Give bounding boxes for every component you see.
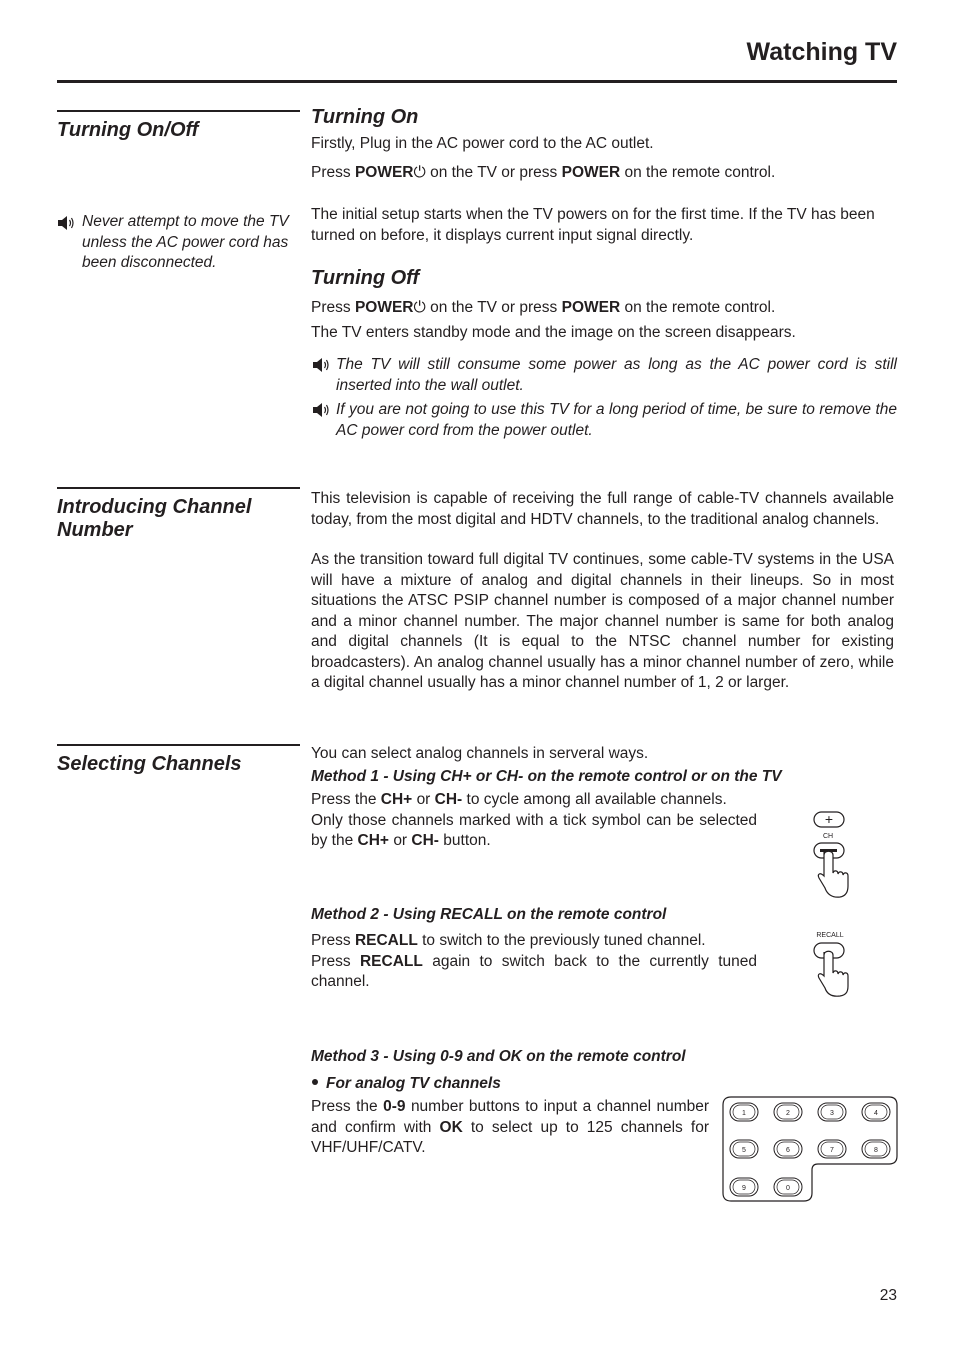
number-keypad-illustration bbox=[722, 1096, 900, 1204]
page-title: Watching TV bbox=[746, 38, 897, 66]
power-icon: ⏻ bbox=[413, 164, 426, 181]
channel-number-paragraph-2: As the transition toward full digital TV continues, some cable-TV systems in the USA will have a mixture of analog and digital channels in their lineups. So in most situations the ATSC PSIP channel number is composed of a major channel number and a minor channel number. The major channel number is same for both analog and digital channels (It is equal to the NTSC channel number for existing broadcasters). An analog channel usually has a minor channel number of zero, while a digital channel usually has a minor channel number of 1, 2 or larger. bbox=[311, 551, 894, 691]
number-key-5 bbox=[730, 1140, 758, 1158]
section-title-turning-on-off: Turning On/Off bbox=[57, 119, 199, 141]
number-key-6 bbox=[774, 1140, 802, 1158]
section-title-selecting-channels: Selecting Channels bbox=[57, 753, 242, 775]
section-title-channel-number: Introducing Channel Number bbox=[57, 496, 252, 541]
number-key-label: 6 bbox=[786, 1147, 790, 1154]
standby-text: The TV enters standby mode and the image on the screen disappears. bbox=[311, 324, 796, 341]
number-key-label: 5 bbox=[742, 1147, 746, 1154]
note-remove-cord: If you are not going to use this TV for a long period of time, be sure to remove the AC power cord from the power outlet. bbox=[336, 401, 897, 439]
recall-button-illustration bbox=[808, 928, 856, 998]
number-key-1 bbox=[730, 1103, 758, 1121]
section-divider-channel-number bbox=[57, 487, 300, 489]
method-2-title: Method 2 - Using RECALL on the remote control bbox=[311, 906, 667, 923]
note-power-consumption: The TV will still consume some power as long as the AC power cord is still inserted into the wall outlet. bbox=[336, 356, 897, 394]
number-key-4 bbox=[862, 1103, 890, 1121]
section-divider-turning bbox=[57, 110, 300, 112]
bullet-icon bbox=[312, 1079, 318, 1085]
subtitle-turning-on: Turning On bbox=[311, 106, 419, 128]
section-divider-selecting bbox=[57, 744, 300, 746]
speaker-icon bbox=[56, 213, 76, 233]
number-key-9 bbox=[730, 1178, 758, 1196]
number-key-label: 0 bbox=[786, 1185, 790, 1192]
power-icon: ⏻ bbox=[413, 299, 426, 316]
number-key-label: 3 bbox=[830, 1110, 834, 1117]
side-note: Never attempt to move the TV unless the AC power cord has been disconnected. bbox=[82, 213, 289, 271]
number-key-7 bbox=[818, 1140, 846, 1158]
method-1-text: Press the CH+ or CH- to cycle among all available channels. Only those channels marked with a tick symbol can be selected by the CH+ or CH- button. bbox=[311, 791, 757, 849]
speaker-icon bbox=[311, 355, 331, 375]
selecting-intro: You can select analog channels in serveral ways. bbox=[311, 745, 649, 762]
number-key-3 bbox=[818, 1103, 846, 1121]
ch-plus-symbol: + bbox=[824, 811, 834, 827]
method-1-title: Method 1 - Using CH+ or CH- on the remote control or on the TV bbox=[311, 768, 782, 785]
number-key-label: 9 bbox=[742, 1185, 746, 1192]
method-2-text: Press RECALL to switch to the previously tuned channel. Press RECALL again to switch back to the currently tuned channel. bbox=[311, 932, 758, 990]
channel-number-paragraph-1: This television is capable of receiving the full range of cable-TV channels available today, from the most digital and HDTV channels, to the traditional analog channels. bbox=[311, 490, 894, 528]
initial-setup-text: The initial setup starts when the TV powers on for the first time. If the TV has been turned on before, it displays current input signal directly. bbox=[311, 206, 875, 244]
power-on-instruction: Press POWER⏻ on the TV or press POWER on the remote control. bbox=[311, 164, 776, 181]
number-key-label: 7 bbox=[830, 1147, 834, 1154]
speaker-icon bbox=[311, 400, 331, 420]
method-3-text: Press the 0-9 number buttons to input a channel number and confirm with OK to select up to 125 channels for VHF/UHF/CATV. bbox=[311, 1098, 710, 1156]
ch-label: CH bbox=[822, 833, 834, 840]
subtitle-turning-off: Turning Off bbox=[311, 267, 420, 289]
analog-bullet: For analog TV channels bbox=[311, 1075, 501, 1093]
number-key-0 bbox=[774, 1178, 802, 1196]
header-divider bbox=[57, 80, 897, 83]
number-key-2 bbox=[774, 1103, 802, 1121]
number-key-8 bbox=[862, 1140, 890, 1158]
page-number: 23 bbox=[879, 1287, 897, 1304]
number-key-label: 8 bbox=[874, 1147, 878, 1154]
number-key-label: 2 bbox=[786, 1110, 790, 1117]
plug-in-text: Firstly, Plug in the AC power cord to the AC outlet. bbox=[311, 135, 654, 152]
method-3-title: Method 3 - Using 0-9 and OK on the remote control bbox=[311, 1048, 686, 1065]
power-off-instruction: Press POWER⏻ on the TV or press POWER on the remote control. bbox=[311, 299, 776, 316]
number-key-label: 1 bbox=[742, 1110, 746, 1117]
ch-button-illustration bbox=[808, 810, 854, 902]
recall-label: RECALL bbox=[816, 932, 844, 939]
number-key-label: 4 bbox=[874, 1110, 878, 1117]
